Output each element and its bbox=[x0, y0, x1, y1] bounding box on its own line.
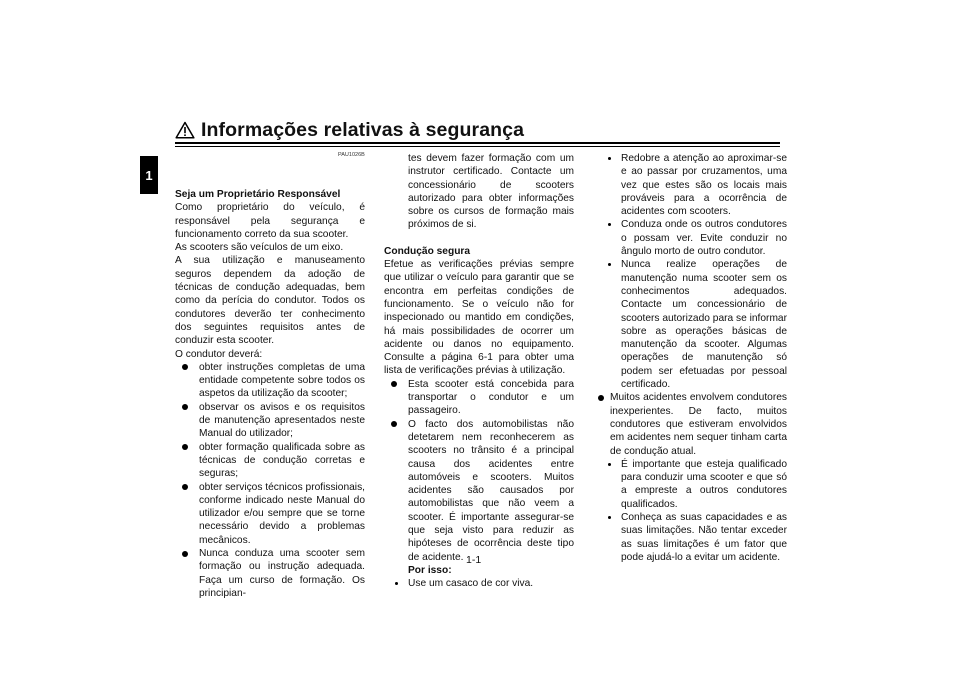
list-item-text: Muitos acidentes envolvem condutores inexperientes. De facto, muitos condutores que estiveram envolvidos em acidentes nem sequer tinham carta de condução atual. bbox=[610, 392, 787, 457]
list-item-text: Use um casaco de cor viva. bbox=[408, 578, 534, 590]
bullet-icon bbox=[598, 395, 604, 401]
page-header bbox=[175, 118, 524, 142]
section-heading: Seja um Proprietário Responsável bbox=[175, 189, 341, 200]
list-item bbox=[384, 418, 574, 564]
list-item bbox=[384, 378, 574, 418]
list-item bbox=[175, 547, 365, 600]
sub-list-item bbox=[384, 577, 574, 590]
list-item-text: obter formação qualificada sobre as técnicas de condução corretas e seguras; bbox=[199, 441, 365, 480]
list-item-text: O facto dos automobilistas não detetarem nem reconhecerem as scooters no trânsito é a principal causa dos acidentes entre automóveis e scooters. Muitos acidentes são causados por automobilistas que não veem a scooter. É importante assegurar-se que seja visto para reduzir as hipóteses de ocorrência deste tipo de acidente. bbox=[408, 418, 574, 563]
list-item bbox=[597, 391, 787, 457]
document-code: PAU1026B bbox=[338, 152, 365, 158]
small-bullet-icon bbox=[608, 157, 611, 160]
paragraph: O condutor deverá: bbox=[175, 348, 263, 360]
warning-triangle-icon bbox=[175, 121, 195, 139]
sub-list-item bbox=[597, 458, 787, 511]
column-3 bbox=[597, 152, 787, 564]
bullet-icon bbox=[182, 444, 188, 450]
section-heading: Condução segura bbox=[384, 245, 471, 257]
column-1 bbox=[175, 188, 365, 600]
list-item-text: É importante que esteja qualificado para conduzir uma scooter e que só a empreste a outros condutores qualificados. bbox=[621, 458, 787, 510]
bullet-icon bbox=[182, 551, 188, 557]
sub-list-item bbox=[597, 511, 787, 564]
list-item bbox=[175, 441, 365, 481]
list-item bbox=[175, 481, 365, 547]
list-item-text: Nunca conduza uma scooter sem formação ou instrução adequada. Faça um curso de formação. Os principian- bbox=[199, 548, 365, 599]
small-bullet-icon bbox=[395, 582, 398, 585]
subheading: Por isso: bbox=[408, 564, 452, 576]
list-item-text: Redobre a atenção ao aproximar-se e ao passar por cruzamentos, uma vez que estes são os locais mais prováveis para a ocorrência de acidentes com scooters. bbox=[621, 153, 787, 218]
small-bullet-icon bbox=[608, 463, 611, 466]
list-item-text: Conheça as suas capacidades e as suas limitações. Não tentar exceder as suas limitações é um fator que pode ajudá-lo a evitar um acidente. bbox=[621, 512, 787, 563]
bullet-icon bbox=[182, 364, 188, 370]
list-item-text: Conduza onde os outros condutores o possam ver. Evite conduzir no ângulo morto de outro condutor. bbox=[621, 219, 787, 258]
list-item-text: observar os avisos e os requisitos de manutenção apresentados neste Manual do utilizador; bbox=[199, 401, 365, 440]
list-item bbox=[175, 401, 365, 441]
header-rule-thin bbox=[175, 146, 780, 147]
list-item-text: Nunca realize operações de manutenção numa scooter sem os conhecimentos adequados. Contacte um concessionário de scooters autorizado para se informar sobre as operações básicas de manutenção da scooter. Algumas operações de manutenção só podem ser efetuadas por pessoal certificado. bbox=[621, 259, 787, 391]
page-title: Informações relativas à segurança bbox=[201, 118, 525, 141]
sub-list-item bbox=[597, 258, 787, 391]
column-2 bbox=[384, 152, 574, 591]
paragraph-continued: tes devem fazer formação com um instrutor certificado. Contacte um concessionário de scooters autorizado para obter informações sobre os cursos de formação mais próximos de si. bbox=[408, 153, 574, 231]
paragraph: Efetue as verificações prévias sempre que utilizar o veículo para garantir que se encontra em perfeitas condições de funcionamento. Se o veículo não for inspecionado ou mantido em condições, há mais possibilidades de ocorrer um acidente ou danos no equipamento. Consulte a página 6-1 para obter uma lista de verificações prévias à utilização. bbox=[384, 259, 574, 377]
list-item-text: Esta scooter está concebida para transportar o condutor e um passageiro. bbox=[408, 378, 574, 417]
paragraph: Como proprietário do veículo, é responsável pela segurança e funcionamento correto da sua scooter. bbox=[175, 202, 365, 240]
chapter-tab: 1 bbox=[140, 156, 158, 194]
small-bullet-icon bbox=[608, 263, 611, 266]
header-rule bbox=[175, 142, 780, 144]
paragraph: A sua utilização e manuseamento seguros dependem da adoção de técnicas de condução adequadas, bem como da perícia do condutor. Todos os condutores deverão ter conhecimento dos seguintes requisitos antes de conduzir esta scooter. bbox=[175, 255, 365, 347]
small-bullet-icon bbox=[608, 516, 611, 519]
small-bullet-icon bbox=[608, 223, 611, 226]
list-item-text: obter serviços técnicos profissionais, conforme indicado neste Manual do utilizador e/ou sempre que se torne necessário devido a problemas mecânicos. bbox=[199, 481, 365, 546]
bullet-icon bbox=[391, 381, 397, 387]
bullet-icon bbox=[182, 484, 188, 490]
sub-list-item bbox=[597, 152, 787, 218]
sub-list-item bbox=[597, 218, 787, 258]
bullet-icon bbox=[391, 421, 397, 427]
page-number: 1-1 bbox=[466, 554, 482, 566]
bullet-icon bbox=[182, 404, 188, 410]
paragraph: As scooters são veículos de um eixo. bbox=[175, 242, 344, 254]
list-item bbox=[175, 361, 365, 401]
list-item-text: obter instruções completas de uma entidade competente sobre todos os aspetos da utilização da scooter; bbox=[199, 361, 365, 400]
